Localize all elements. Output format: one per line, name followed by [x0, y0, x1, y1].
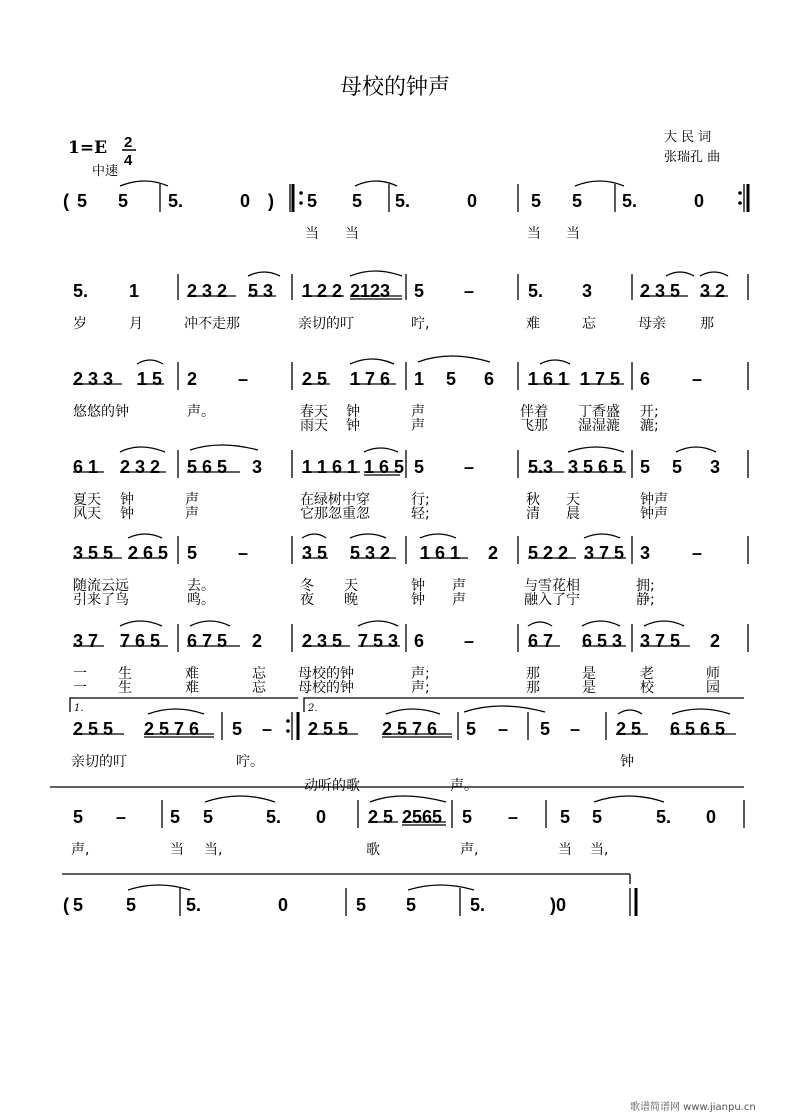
- lyric: 春天: [300, 404, 328, 420]
- note: 1: [129, 281, 140, 301]
- lyric: 那: [700, 316, 714, 332]
- lyric: 拥;: [636, 578, 655, 594]
- lyricist-credit: 大 民 词: [664, 130, 712, 145]
- note: 5: [203, 807, 214, 827]
- note: 5.: [266, 807, 282, 827]
- note: (: [63, 895, 69, 915]
- note: 2: [710, 631, 721, 651]
- lyric: 忘: [252, 680, 266, 696]
- lyric: 钟声: [640, 506, 668, 522]
- note: 3 7 5: [584, 543, 625, 563]
- note: 3 5 6 5: [568, 457, 624, 477]
- lyric: 当: [170, 842, 184, 858]
- lyric: 声,: [71, 842, 90, 858]
- tempo-marking: 中速: [92, 164, 119, 179]
- note: 5: [232, 719, 243, 739]
- lyric: 钟: [411, 578, 425, 594]
- note: 5: [187, 543, 198, 563]
- note: 2 3 3: [73, 369, 114, 389]
- note: 6: [484, 369, 495, 389]
- lyric: 晨: [566, 506, 580, 522]
- song-title: 母校的钟声: [339, 75, 450, 100]
- lyric: 钟: [620, 754, 634, 770]
- note: 3: [640, 543, 651, 563]
- beam-underlines: [73, 296, 736, 825]
- lyric: 风天: [73, 506, 101, 522]
- lyric: 当: [305, 226, 319, 242]
- note: 6 5 3: [582, 631, 623, 651]
- lyric: 在绿树中穿: [300, 492, 370, 508]
- lyric: 校: [640, 680, 654, 696]
- lyric: 静;: [636, 592, 655, 608]
- lyric: 当,: [590, 842, 609, 858]
- note: 5.3: [528, 457, 554, 477]
- note: 0: [240, 191, 251, 211]
- note: 2 3 2: [187, 281, 228, 301]
- lyric: 声,: [460, 842, 479, 858]
- lyric: 当: [558, 842, 572, 858]
- lyric: 它那忽重忽: [300, 506, 370, 522]
- lyric: 那: [526, 666, 540, 682]
- note: 2 5: [368, 807, 394, 827]
- lyric: 咛,: [411, 316, 430, 332]
- lyric: 飞那: [520, 418, 548, 434]
- lyric: 忘: [252, 666, 266, 682]
- site-watermark: 歌谱简谱网 www.jianpu.cn: [630, 1102, 756, 1113]
- note: 0: [467, 191, 478, 211]
- lyric: 难: [526, 316, 540, 332]
- note: –: [238, 369, 249, 389]
- lyric: 融入了宁: [524, 592, 580, 608]
- note: 2 5 5: [73, 719, 114, 739]
- note: –: [692, 369, 703, 389]
- lyric: 清: [526, 506, 540, 522]
- lyric: 钟: [411, 592, 425, 608]
- lyric: 声。: [450, 778, 478, 794]
- lyric: 行;: [411, 492, 430, 508]
- note: (: [63, 191, 69, 211]
- note: 5: [446, 369, 457, 389]
- lyric: 当: [527, 226, 541, 242]
- note: 5: [531, 191, 542, 211]
- note: –: [692, 543, 703, 563]
- lyric: 生: [118, 666, 132, 682]
- note: 3 7: [73, 631, 99, 651]
- lyric: 鸣。: [187, 592, 215, 608]
- lyric: 夜: [300, 592, 314, 608]
- note: 5.: [528, 281, 544, 301]
- note: 5: [572, 191, 583, 211]
- time-top: 2: [124, 134, 133, 151]
- note: 5.: [186, 895, 202, 915]
- note: 2 6 5: [128, 543, 169, 563]
- lyric: 园: [706, 680, 720, 696]
- lyric: 钟: [120, 492, 134, 508]
- note: 3: [710, 457, 721, 477]
- note: 5: [560, 807, 571, 827]
- lyric: 漉;: [640, 418, 659, 434]
- lyric: 轻;: [411, 506, 430, 522]
- lyric: 当: [566, 226, 580, 242]
- lyric: 雨天: [300, 418, 328, 434]
- key-text: 1=E: [68, 138, 108, 158]
- note: 5.: [622, 191, 638, 211]
- first-ending-label: 1.: [74, 703, 84, 714]
- lyric: 岁: [73, 316, 87, 332]
- note: 1 7 5: [580, 369, 621, 389]
- note: 2: [187, 369, 198, 389]
- lyric: 天: [344, 578, 358, 594]
- note: 5: [126, 895, 137, 915]
- lyric: 母校的钟: [298, 680, 354, 696]
- note: 2 5: [616, 719, 642, 739]
- note: 7 5 3: [358, 631, 399, 651]
- note: 0: [316, 807, 327, 827]
- lyric: 引来了鸟: [73, 592, 129, 608]
- note: 5: [73, 807, 84, 827]
- lyric: 钟声: [640, 492, 668, 508]
- lyric: 钟: [346, 404, 360, 420]
- note: 0: [694, 191, 705, 211]
- lyric: 是: [582, 680, 596, 696]
- lyric: 声;: [411, 666, 430, 682]
- note: 5: [414, 457, 425, 477]
- lyric: 冲不走那: [184, 316, 240, 332]
- note: 5 3: [248, 281, 274, 301]
- note: 2 5 7 6: [144, 719, 200, 739]
- note: 5: [73, 895, 84, 915]
- lyric: 老: [640, 666, 654, 682]
- note: –: [238, 543, 249, 563]
- lyrics-layer: [71, 225, 720, 858]
- note: 5: [352, 191, 363, 211]
- lyric: 那: [526, 680, 540, 696]
- lyric: 声: [452, 592, 466, 608]
- note: 2 5 7 6: [382, 719, 438, 739]
- lyric: 夏天: [73, 492, 101, 508]
- note: 1 7 6: [350, 369, 391, 389]
- lyric: 亲切的叮: [298, 316, 354, 332]
- lyric: 声: [411, 418, 425, 434]
- note: )0: [550, 895, 567, 915]
- note: –: [464, 281, 475, 301]
- lyric: 悠悠的钟: [73, 404, 129, 420]
- note: 5: [118, 191, 129, 211]
- note: 5.: [470, 895, 486, 915]
- note: 7 6 5: [120, 631, 161, 651]
- lyric: 声: [185, 492, 199, 508]
- lyric: 晚: [344, 592, 358, 608]
- note: 2123: [350, 281, 391, 301]
- lyric: 钟: [120, 506, 134, 522]
- note: 3: [252, 457, 263, 477]
- note: 5: [356, 895, 367, 915]
- lyric: 师: [706, 666, 720, 682]
- composer-credit: 张瑞孔 曲: [664, 150, 721, 165]
- note: 6 7: [528, 631, 554, 651]
- lyric: 难: [185, 680, 199, 696]
- note: –: [464, 457, 475, 477]
- note: 5 6 5: [187, 457, 228, 477]
- note: –: [262, 719, 273, 739]
- note: 5: [640, 457, 651, 477]
- lyric: 随流云远: [73, 578, 129, 594]
- note: 5: [307, 191, 318, 211]
- lyric: 丁香盛: [578, 404, 620, 420]
- lyric: 月: [129, 316, 143, 332]
- lyric: 母亲: [638, 316, 666, 332]
- lyric: 去。: [187, 578, 215, 594]
- note: 1 6 5: [364, 457, 405, 477]
- note: 6 5 6 5: [670, 719, 726, 739]
- lyric: 亲切的叮: [71, 754, 127, 770]
- lyric: 咛。: [236, 754, 264, 770]
- note: 5.: [168, 191, 184, 211]
- note: 5: [540, 719, 551, 739]
- note: –: [508, 807, 519, 827]
- lyric: 声: [411, 404, 425, 420]
- note: 1 6 1: [420, 543, 461, 563]
- note: 6: [414, 631, 425, 651]
- note: 5: [170, 807, 181, 827]
- time-bottom: 4: [124, 152, 133, 168]
- note: 5: [672, 457, 683, 477]
- note: –: [498, 719, 509, 739]
- note: 5: [414, 281, 425, 301]
- note: 5: [77, 191, 88, 211]
- note: 6 1: [73, 457, 99, 477]
- lyric: 动听的歌: [304, 778, 360, 794]
- note: 3 2: [700, 281, 726, 301]
- lyric: 难: [185, 666, 199, 682]
- lyric: 天: [566, 492, 580, 508]
- lyric: 声: [185, 506, 199, 522]
- note: 2 3 2: [120, 457, 161, 477]
- note: 6: [640, 369, 651, 389]
- note: 5 2 2: [528, 543, 569, 563]
- note: 1 2 2: [302, 281, 343, 301]
- note: 0: [706, 807, 717, 827]
- note: –: [464, 631, 475, 651]
- lyric: 声;: [411, 680, 430, 696]
- second-ending-label: 2.: [308, 703, 318, 714]
- lyric: 湿湿漉: [578, 418, 620, 434]
- note: 1 5: [137, 369, 163, 389]
- note: 3: [582, 281, 593, 301]
- note: 1 1 6 1: [302, 457, 358, 477]
- note: 5 3 2: [350, 543, 391, 563]
- note: 3 5: [302, 543, 328, 563]
- lyric: 歌: [366, 842, 380, 858]
- lyric: 开;: [640, 404, 659, 420]
- lyric: 声: [452, 578, 466, 594]
- note: 1 6 1: [528, 369, 569, 389]
- lyric: 当,: [204, 842, 223, 858]
- lyric: 钟: [346, 418, 360, 434]
- note: –: [570, 719, 581, 739]
- note: 3 7 5: [640, 631, 681, 651]
- note: 2 3 5: [640, 281, 681, 301]
- lyric: 一: [73, 666, 87, 682]
- note: 5: [406, 895, 417, 915]
- note: 6 7 5: [187, 631, 228, 651]
- note: 1: [414, 369, 425, 389]
- note: 2: [488, 543, 499, 563]
- lyric: 忘: [582, 316, 596, 332]
- note: –: [116, 807, 127, 827]
- note: ): [268, 191, 274, 211]
- note: 5.: [656, 807, 672, 827]
- lyric: 冬: [300, 578, 314, 594]
- lyric: 母校的钟: [298, 666, 354, 682]
- note: 0: [278, 895, 289, 915]
- note: 2 3 5: [302, 631, 343, 651]
- note: 5.: [73, 281, 89, 301]
- lyric: 一: [73, 680, 87, 696]
- lyric: 秋: [526, 492, 540, 508]
- note: 5: [592, 807, 603, 827]
- note: 2 5 5: [308, 719, 349, 739]
- lyric: 是: [582, 666, 596, 682]
- note: 2 5: [302, 369, 328, 389]
- lyric: 声。: [187, 404, 215, 420]
- note: 5: [462, 807, 473, 827]
- lyric: 当: [345, 226, 359, 242]
- note: 2: [252, 631, 263, 651]
- lyric: 伴着: [520, 404, 548, 420]
- note: 2565: [402, 807, 443, 827]
- note: 3 5 5: [73, 543, 114, 563]
- lyric: 生: [118, 680, 132, 696]
- lyric: 与雪花相: [524, 578, 580, 594]
- note: 5: [466, 719, 477, 739]
- note: 5.: [395, 191, 411, 211]
